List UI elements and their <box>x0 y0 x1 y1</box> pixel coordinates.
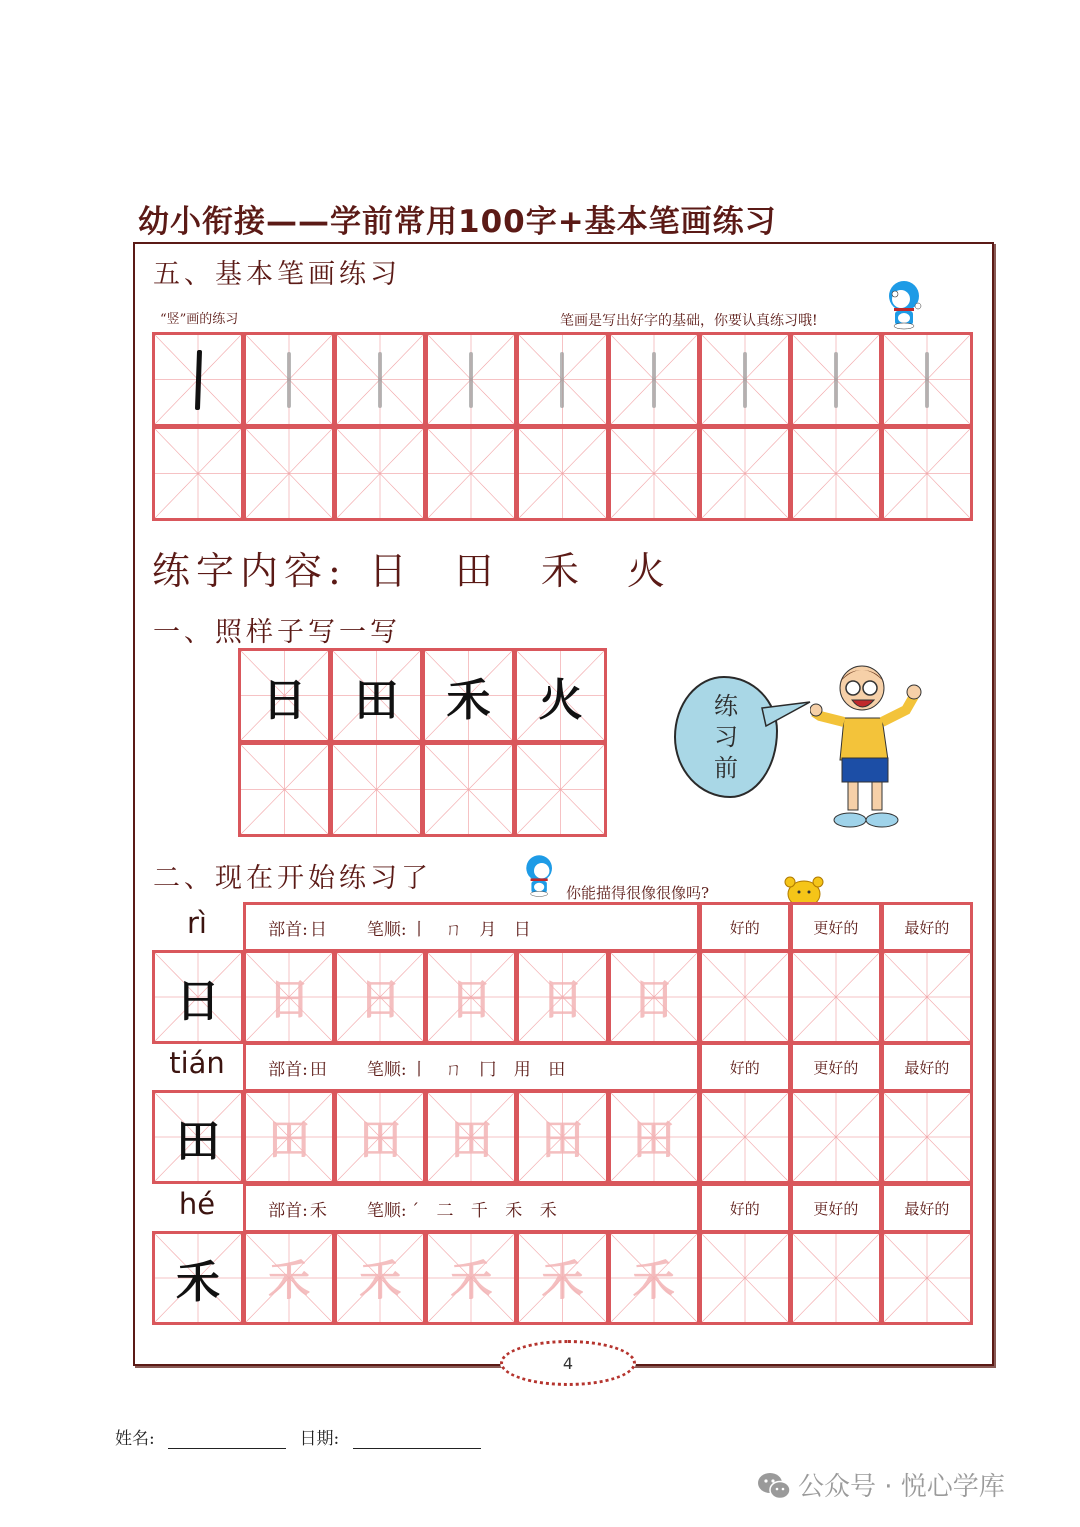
content-char: 火 <box>626 549 671 593</box>
writing-cell[interactable] <box>516 426 608 521</box>
example-char: 日 <box>262 674 307 726</box>
writing-cell[interactable] <box>881 1231 973 1325</box>
writing-cell[interactable] <box>422 742 515 837</box>
writing-cell[interactable] <box>881 1090 973 1184</box>
stroke-trace-icon <box>560 352 564 408</box>
writing-cell[interactable] <box>699 426 791 521</box>
rating-label: 更好的 <box>790 902 882 952</box>
writing-cell[interactable] <box>790 1090 882 1184</box>
trace-char: 日 <box>541 975 584 1024</box>
char-info-header <box>243 902 700 952</box>
radical-value: 田 <box>309 1059 327 1080</box>
pinyin-label: rì <box>187 906 207 940</box>
name-field[interactable] <box>168 1430 286 1449</box>
stroke-trace-icon <box>469 352 473 408</box>
pinyin-label: hé <box>178 1187 216 1221</box>
content-char: 田 <box>454 549 499 593</box>
speech-bubble <box>674 676 778 798</box>
trace-char: 禾 <box>359 1256 402 1305</box>
trace-char: 日 <box>450 975 493 1024</box>
writing-cell[interactable] <box>881 950 973 1044</box>
rating-label: 更好的 <box>790 1042 882 1092</box>
trace-char: 田 <box>450 1115 493 1164</box>
writing-cell[interactable] <box>699 950 791 1044</box>
rating-label: 更好的 <box>790 1183 882 1233</box>
bubble-char: 练 <box>714 691 738 720</box>
stroke-practice-grid <box>152 332 972 520</box>
stroke-order-value: 丨 ㄇ 月 日 <box>410 919 537 940</box>
rating-label: 最好的 <box>881 1042 973 1092</box>
example-char: 禾 <box>176 1257 221 1308</box>
writing-cell[interactable] <box>425 950 517 1044</box>
copy-grid <box>238 648 606 836</box>
radical-value: 禾 <box>309 1200 327 1221</box>
stroke-trace-icon <box>287 352 291 408</box>
radical-value: 日 <box>309 919 327 940</box>
writing-cell[interactable] <box>152 426 244 521</box>
date-label: 日期: <box>299 1429 340 1449</box>
stroke-tip: 笔画是写出好字的基础，你要认真练习哦! <box>560 313 818 329</box>
writing-cell[interactable] <box>243 1231 335 1325</box>
writing-cell[interactable] <box>608 332 700 427</box>
trace-char: 禾 <box>541 1256 584 1305</box>
example-char: 田 <box>354 674 399 726</box>
writing-cell[interactable] <box>881 332 973 427</box>
writing-cell[interactable] <box>881 426 973 521</box>
example-cell <box>152 1090 244 1184</box>
name-date-line <box>115 1424 481 1449</box>
trace-char: 日 <box>632 975 675 1024</box>
writing-cell[interactable] <box>425 332 517 427</box>
writing-cell[interactable] <box>425 1090 517 1184</box>
stroke-order-label: 笔顺: <box>366 919 407 940</box>
writing-cell[interactable] <box>516 332 608 427</box>
practice-content <box>152 540 713 595</box>
doraemon-icon <box>522 852 558 898</box>
writing-cell[interactable] <box>425 1231 517 1325</box>
practice-tip: 你能描得很像很像吗? <box>566 884 710 902</box>
writing-cell[interactable] <box>608 426 700 521</box>
trace-char: 田 <box>268 1115 311 1164</box>
content-label: 练字内容: <box>152 549 347 593</box>
stroke-trace-icon <box>834 352 838 408</box>
trace-char: 田 <box>632 1115 675 1164</box>
page-number-text: 4 <box>562 1353 574 1373</box>
watermark <box>756 1466 1005 1503</box>
stroke-order-label: 笔顺: <box>366 1059 407 1080</box>
example-cell <box>330 648 423 743</box>
rating-label: 好的 <box>699 902 791 952</box>
writing-cell[interactable] <box>516 1090 608 1184</box>
example-char: 田 <box>176 1116 221 1167</box>
example-cell <box>514 648 607 743</box>
writing-cell[interactable] <box>699 1231 791 1325</box>
content-char: 禾 <box>540 549 585 593</box>
writing-cell[interactable] <box>516 950 608 1044</box>
writing-cell[interactable] <box>243 1090 335 1184</box>
radical-label: 部首: <box>268 1200 308 1221</box>
stroke-order-value: ´ 二 千 禾 禾 <box>410 1200 563 1221</box>
stroke-order-label: 笔顺: <box>366 1200 407 1221</box>
radical-label: 部首: <box>268 919 308 940</box>
stroke-example-icon <box>194 350 201 410</box>
rating-label: 好的 <box>699 1042 791 1092</box>
example-char: 火 <box>538 674 583 726</box>
stroke-trace-icon <box>378 352 382 408</box>
example-char: 禾 <box>446 674 491 726</box>
rating-label: 好的 <box>699 1183 791 1233</box>
example-cell <box>152 1231 244 1325</box>
writing-cell[interactable] <box>334 950 426 1044</box>
nobita-illustration-icon <box>810 660 930 835</box>
writing-cell[interactable] <box>425 426 517 521</box>
writing-cell[interactable] <box>790 332 882 427</box>
stroke-subtitle: “竖”画的练习 <box>160 312 239 327</box>
writing-cell[interactable] <box>514 742 607 837</box>
bubble-char: 习 <box>714 722 738 751</box>
pinyin-label: tián <box>169 1046 225 1080</box>
copy-section-title: 一、照样子写一写 <box>153 617 401 648</box>
trace-char: 禾 <box>268 1256 311 1305</box>
page-number <box>500 1340 636 1386</box>
char-info-header <box>243 1042 700 1092</box>
writing-cell[interactable] <box>516 1231 608 1325</box>
writing-cell[interactable] <box>790 426 882 521</box>
stroke-section-title: 五、基本笔画练习 <box>153 259 401 290</box>
example-cell <box>422 648 515 743</box>
date-field[interactable] <box>353 1430 481 1449</box>
trace-char: 日 <box>268 975 311 1024</box>
doraemon-icon <box>884 278 926 330</box>
writing-cell[interactable] <box>790 950 882 1044</box>
rating-label: 最好的 <box>881 1183 973 1233</box>
writing-cell[interactable] <box>608 1090 700 1184</box>
name-label: 姓名: <box>115 1429 155 1449</box>
example-cell <box>152 950 244 1044</box>
writing-cell[interactable] <box>699 1090 791 1184</box>
trace-char: 日 <box>359 975 402 1024</box>
trace-char: 禾 <box>632 1256 675 1305</box>
wechat-icon <box>756 1471 792 1501</box>
trace-char: 禾 <box>450 1256 493 1305</box>
example-cell <box>238 648 331 743</box>
stroke-trace-icon <box>925 352 929 408</box>
writing-cell[interactable] <box>608 1231 700 1325</box>
page-title: 幼小衔接——学前常用100字+基本笔画练习 <box>138 204 777 240</box>
trace-char: 田 <box>359 1115 402 1164</box>
writing-cell[interactable] <box>243 950 335 1044</box>
example-char: 日 <box>176 976 221 1027</box>
writing-cell[interactable] <box>699 332 791 427</box>
writing-cell[interactable] <box>334 426 426 521</box>
stroke-trace-icon <box>743 352 747 408</box>
writing-cell[interactable] <box>334 1090 426 1184</box>
content-char: 日 <box>368 549 413 593</box>
writing-cell[interactable] <box>608 950 700 1044</box>
practice-table <box>152 902 972 1327</box>
bubble-tail-icon <box>760 700 812 730</box>
writing-cell[interactable] <box>152 332 244 427</box>
writing-cell[interactable] <box>243 426 335 521</box>
stroke-trace-icon <box>652 352 656 408</box>
practice-section-title: 二、现在开始练习了 <box>153 863 432 894</box>
writing-cell[interactable] <box>330 742 423 837</box>
rating-label: 最好的 <box>881 902 973 952</box>
writing-cell[interactable] <box>334 332 426 427</box>
writing-cell[interactable] <box>238 742 331 837</box>
bubble-char: 前 <box>714 753 738 782</box>
watermark-text: 公众号 · 悦心学库 <box>798 1472 1005 1502</box>
writing-cell[interactable] <box>790 1231 882 1325</box>
writing-cell[interactable] <box>243 332 335 427</box>
char-info-header <box>243 1183 700 1233</box>
stroke-order-value: 丨 ㄇ 冂 用 田 <box>410 1059 572 1080</box>
writing-cell[interactable] <box>334 1231 426 1325</box>
radical-label: 部首: <box>268 1059 308 1080</box>
trace-char: 田 <box>541 1115 584 1164</box>
